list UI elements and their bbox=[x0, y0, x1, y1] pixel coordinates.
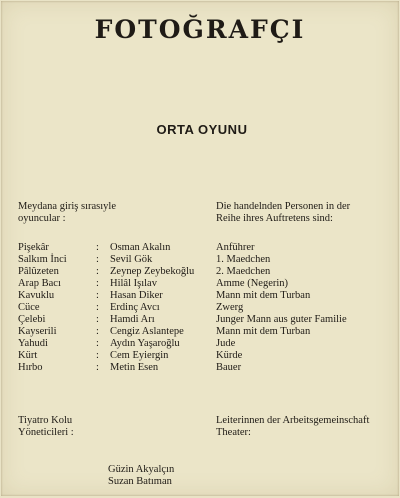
cast-role: Salkım İnci bbox=[18, 254, 67, 265]
footer-turkish-line-1: Tiyatro Kolu bbox=[18, 415, 73, 426]
cast-translation: Junger Mann aus guter Familie bbox=[216, 314, 347, 325]
cast-separator: : bbox=[96, 278, 99, 289]
cast-actor: Hasan Diker bbox=[110, 290, 163, 301]
cast-translation: 1. Maedchen bbox=[216, 254, 271, 265]
cast-actor: Metin Esen bbox=[110, 362, 159, 373]
footer-german-line-1: Leiterinnen der Arbeitsgemeinschaft bbox=[216, 415, 370, 426]
intro-german-line-2: Reihe ihres Auftretens sind: bbox=[216, 213, 333, 224]
cast-role: Hırbo bbox=[18, 362, 43, 373]
cast-role: Çelebi bbox=[18, 314, 46, 325]
cast-role: Kürt bbox=[18, 350, 38, 361]
cast-separator: : bbox=[96, 338, 99, 349]
cast-actor: Aydın Yaşaroğlu bbox=[110, 338, 180, 349]
intro-turkish-line-2: oyuncular : bbox=[18, 213, 66, 224]
cast-actor: Zeynep Zeybekoğlu bbox=[110, 266, 195, 277]
cast-translation: Amme (Negerin) bbox=[216, 278, 289, 289]
cast-translation: 2. Maedchen bbox=[216, 266, 271, 277]
cast-translation: Anführer bbox=[216, 242, 255, 253]
intro-turkish bbox=[18, 201, 116, 225]
footer-german-line-2: Theater: bbox=[216, 427, 251, 438]
cast-separator: : bbox=[96, 254, 99, 265]
cast-role: Yahudi bbox=[18, 338, 48, 349]
intro-turkish-line-1: Meydana giriş sırasıyle bbox=[18, 201, 116, 212]
cast-translation: Mann mit dem Turban bbox=[216, 326, 311, 337]
cast-actor: Cengiz Aslantepe bbox=[110, 326, 184, 337]
cast-row bbox=[18, 362, 393, 374]
cast-row bbox=[18, 290, 393, 302]
cast-row bbox=[18, 326, 393, 338]
cast-role: Kayserili bbox=[18, 326, 57, 337]
page-subtitle: ORTA OYUNU bbox=[156, 122, 248, 137]
cast-translation: Jude bbox=[216, 338, 236, 349]
director-name: Güzin Akyalçın bbox=[108, 464, 175, 475]
cast-role: Cüce bbox=[18, 302, 40, 313]
cast-row bbox=[18, 266, 393, 278]
cast-translation: Bauer bbox=[216, 362, 242, 373]
cast-translation: Kürde bbox=[216, 350, 243, 361]
page-title: FOTOĞRAFÇI bbox=[94, 15, 306, 44]
cast-row bbox=[18, 278, 393, 290]
intro-german bbox=[216, 201, 386, 225]
cast-role: Arap Bacı bbox=[18, 278, 61, 289]
cast-actor: Hilâl Işılav bbox=[110, 278, 157, 289]
cast-actor: Hamdi Arı bbox=[110, 314, 155, 325]
cast-row bbox=[18, 350, 393, 362]
cast-separator: : bbox=[96, 362, 99, 373]
cast-row bbox=[18, 302, 393, 314]
cast-actor: Osman Akalın bbox=[110, 242, 171, 253]
cast-role: Kavuklu bbox=[18, 290, 55, 301]
cast-separator: : bbox=[96, 326, 99, 337]
cast-row bbox=[18, 254, 393, 266]
cast-actor: Erdinç Avcı bbox=[110, 302, 160, 313]
cast-actor: Sevil Gök bbox=[110, 254, 153, 265]
cast-separator: : bbox=[96, 242, 99, 253]
cast-separator: : bbox=[96, 350, 99, 361]
cast-actor: Cem Eyiergin bbox=[110, 350, 169, 361]
cast-translation: Mann mit dem Turban bbox=[216, 290, 311, 301]
cast-separator: : bbox=[96, 290, 99, 301]
cast-translation: Zwerg bbox=[216, 302, 244, 313]
cast-separator: : bbox=[96, 314, 99, 325]
cast-row bbox=[18, 314, 393, 326]
cast-role: Pâlûzeten bbox=[18, 266, 59, 277]
footer-turkish-line-2: Yöneticileri : bbox=[18, 427, 74, 438]
directors-list bbox=[108, 464, 174, 488]
cast-separator: : bbox=[96, 266, 99, 277]
footer-turkish bbox=[18, 415, 74, 439]
cast-role: Pişekâr bbox=[18, 242, 49, 253]
cast-row bbox=[18, 242, 393, 254]
program-page bbox=[1, 1, 399, 496]
intro-german-line-1: Die handelnden Personen in der bbox=[216, 201, 351, 212]
footer-german bbox=[216, 415, 369, 439]
cast-row bbox=[18, 338, 393, 350]
director-name: Suzan Batıman bbox=[108, 476, 172, 487]
cast-separator: : bbox=[96, 302, 99, 313]
cast-list bbox=[18, 242, 393, 374]
